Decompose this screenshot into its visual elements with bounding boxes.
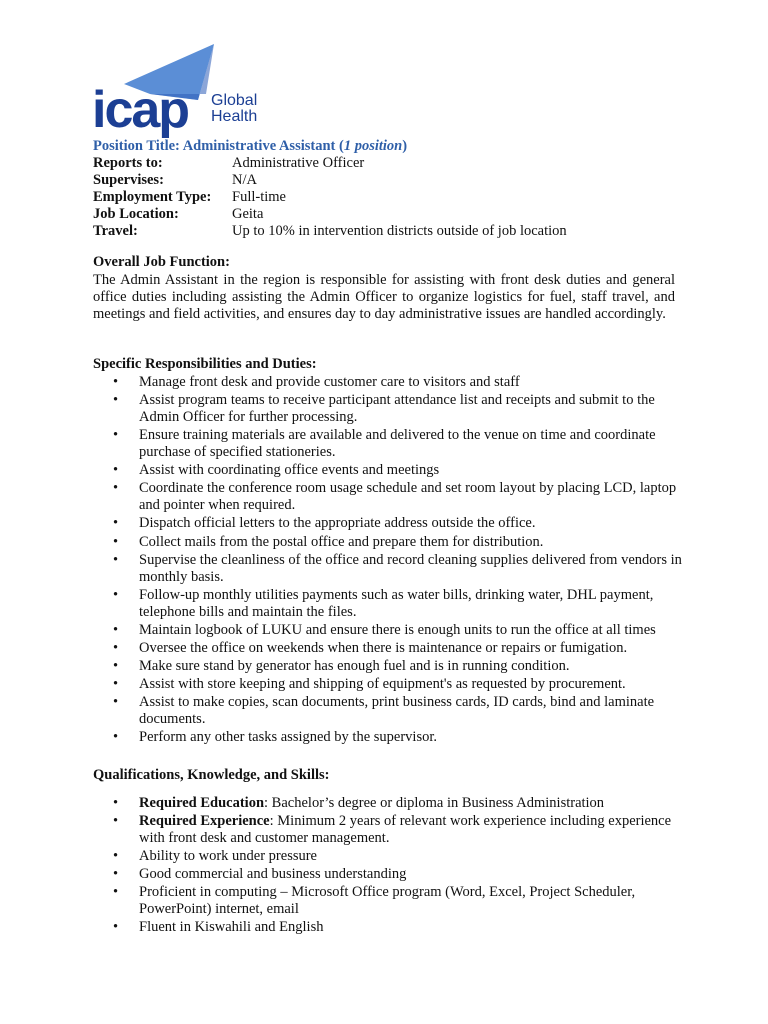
list-item-text: Proficient in computing – Microsoft Office program (Word, Excel, Project Scheduler, PowerPoint) internet, email [139,884,636,917]
list-item [93,866,683,883]
list-item-text: Ability to work under pressure [139,848,317,864]
bullet-icon: • [113,462,119,479]
bullet-icon: • [113,480,119,497]
meta-value: Geita [232,206,264,222]
meta-key: Employment Type: [93,189,212,205]
logo-sub-global: Global [211,92,258,109]
list-item [93,587,683,621]
list-item [93,552,683,586]
list-item-text: Collect mails from the postal office and prepare them for distribution. [139,533,544,550]
bullet-icon: • [113,866,119,882]
meta-row [93,155,567,172]
meta-value: Administrative Officer [232,155,365,171]
list-item [93,813,683,847]
list-item [93,919,683,936]
bullet-icon: • [113,658,119,675]
list-item [93,480,683,514]
list-item [93,515,683,532]
list-item [93,622,683,639]
list-item-text: Perform any other tasks assigned by the supervisor. [139,729,438,746]
list-item [93,392,683,426]
bullet-icon: • [113,729,119,746]
list-item-text: Manage front desk and provide customer care to visitors and staff [139,374,520,390]
logo-wordmark: icap [92,81,189,139]
list-item-text: Ensure training materials are available and delivered to the venue on time and coordinate purchase of specified stationeries. [139,427,656,461]
bullet-icon: • [113,639,119,656]
bullet-icon: • [113,848,119,864]
list-item-text: : Minimum 2 years of relevant work experience including experience with front desk and customer management. [139,813,672,846]
icap-logo [90,40,270,138]
list-item [93,676,683,693]
meta-value: Up to 10% in intervention districts outside of job location [232,223,567,239]
bullet-icon: • [113,694,119,711]
list-item-text: Assist with coordinating office events and meetings [139,462,440,479]
responsibilities-list [93,374,683,747]
list-item-text: Assist to make copies, scan documents, print business cards, ID cards, bind and laminate documents. [139,694,655,728]
list-item [93,534,683,551]
list-item [93,374,683,391]
list-item [93,694,683,728]
bullet-icon: • [113,919,119,935]
list-item [93,427,683,461]
title-suffix: ) [402,138,408,154]
qualifications-heading: Qualifications, Knowledge, and Skills: [93,767,330,783]
list-item [93,729,683,746]
list-item-text: : Bachelor’s degree or diploma in Business Administration [264,795,605,811]
overall-heading: Overall Job Function: [93,254,230,270]
bullet-icon: • [113,374,119,390]
logo-subtitle [211,93,257,125]
bullet-icon: • [113,586,119,603]
list-item-text: Maintain logbook of LUKU and ensure there is enough units to run the office at all times [139,621,656,638]
bullet-icon: • [113,427,119,444]
list-item-text: Supervise the cleanliness of the office and record cleaning supplies delivered from vendors in monthly basis. [139,551,682,585]
title-prefix: Position Title: Administrative Assistant ( [93,138,344,154]
meta-row [93,172,567,189]
responsibilities-heading: Specific Responsibilities and Duties: [93,356,317,372]
list-item-text: Oversee the office on weekends when there is maintenance or repairs or fumigation. [139,639,628,656]
list-item-text: Coordinate the conference room usage schedule and set room layout by placing LCD, laptop and pointer when required. [139,480,677,514]
list-item-text: Make sure stand by generator has enough fuel and is in running condition. [139,658,570,675]
bullet-icon: • [113,676,119,693]
bullet-icon: • [113,551,119,568]
list-item-text: Follow-up monthly utilities payments such as water bills, drinking water, DHL payment, telephone bills and maintain the files. [139,586,654,620]
bullet-icon: • [113,884,119,900]
list-item [93,884,683,918]
bullet-icon: • [113,392,119,409]
bullet-icon: • [113,621,119,638]
job-meta [93,155,567,240]
list-item-text: Dispatch official letters to the appropriate address outside the office. [139,515,536,532]
overall-text: The Admin Assistant in the region is responsible for assisting with front desk duties and general office duties including assisting the Admin Officer to organize logistics for fuel, staff travel, and meetings and field activities, and ensures day to day administrative issues are handled accordingly. [93,272,675,322]
list-item [93,640,683,657]
list-item [93,658,683,675]
meta-key: Supervises: [93,172,164,188]
list-item-text: Assist program teams to receive participant attendance list and receipts and submit to the Admin Officer for further processing. [139,392,655,426]
meta-row [93,189,567,206]
meta-row [93,223,567,240]
qualifications-list [93,795,683,937]
meta-key: Job Location: [93,206,179,222]
meta-value: N/A [232,172,257,188]
list-item-text: Good commercial and business understanding [139,866,407,882]
bullet-icon: • [113,533,119,550]
bullet-icon: • [113,795,119,811]
bullet-icon: • [113,515,119,532]
title-count: 1 position [343,138,403,154]
list-item-text: Fluent in Kiswahili and English [139,919,324,935]
list-item [93,462,683,479]
list-item [93,795,683,812]
list-item-text: Assist with store keeping and shipping of equipment's as requested by procurement. [139,676,626,693]
logo-sub-health: Health [211,108,258,125]
bullet-icon: • [113,813,119,829]
position-title [93,138,407,155]
meta-row [93,206,567,223]
item-label: Required Experience [139,813,270,829]
meta-key: Travel: [93,223,138,239]
item-label: Required Education [139,795,265,811]
meta-key: Reports to: [93,155,163,171]
list-item [93,848,683,865]
meta-value: Full-time [232,189,286,205]
